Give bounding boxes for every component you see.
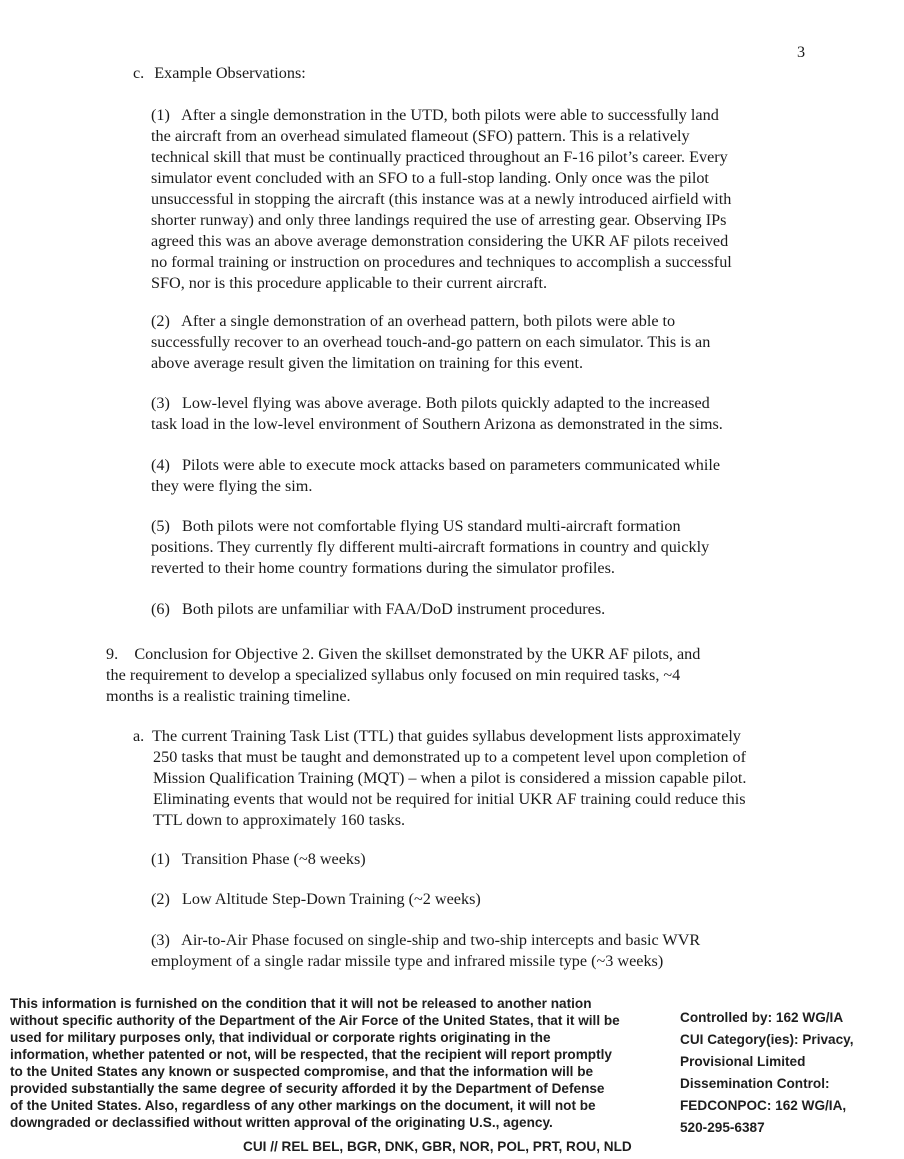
controlled-by: Controlled by: 162 WG/IA xyxy=(680,1010,844,1025)
phase-2: (2) Low Altitude Step-Down Training (~2 weeks) xyxy=(151,890,481,908)
observation-6: (6) Both pilots are unfamiliar with FAA/DoD instrument procedures. xyxy=(151,600,606,618)
observation-4: (4) Pilots were able to execute mock attacks based on parameters communicated while they were flying the sim. xyxy=(151,456,721,495)
phase-1: (1) Transition Phase (~8 weeks) xyxy=(151,850,366,868)
phase-marker: (3) xyxy=(151,931,170,949)
section-9-marker: 9. xyxy=(106,645,119,663)
cui-category: CUI Category(ies): Privacy, xyxy=(680,1032,854,1047)
page-number: 3 xyxy=(797,43,806,61)
cui-release-marking: CUI // REL BEL, BGR, DNK, GBR, NOR, POL, PRT, ROU, NLD xyxy=(243,1139,632,1154)
observation-2: (2) After a single demonstration of an overhead pattern, both pilots were able to successfully recover to an overhead touch-and-go pattern on each simulator. This is an above average result given the limitation on training for this event. xyxy=(151,312,711,372)
section-9a-ttl: a. The current Training Task List (TTL) that guides syllabus development lists approximately 250 tasks that must be taught and demonstrated up to a competent level upon completion of Mission Qualification Training (MQT) – when a pilot is considered a mission capable pilot. Eliminating events that would not be required for initial UKR AF training could reduce this TTL down to approximately 160 tasks. xyxy=(133,727,747,829)
phase-marker: (1) xyxy=(151,850,170,868)
phase-marker: (2) xyxy=(151,890,170,908)
observation-marker: (5) xyxy=(151,517,170,535)
section-c-heading xyxy=(133,63,306,84)
section-c-marker: c. xyxy=(133,64,145,82)
observation-marker: (2) xyxy=(151,312,170,330)
section-c-title: Example Observations: xyxy=(154,64,306,82)
observation-marker: (1) xyxy=(151,106,170,124)
observation-marker: (6) xyxy=(151,600,170,618)
poc-phone: 520-295-6387 xyxy=(680,1120,765,1135)
observation-marker: (4) xyxy=(151,456,170,474)
section-9a-marker: a. xyxy=(133,727,145,745)
cui-control-block: Controlled by: 162 WG/IA CUI Category(ies): Privacy, Provisional Limited Dissemination Control: FEDCONPOC: 162 WG/IA, 520-295-6387 xyxy=(680,1007,854,1139)
observation-5: (5) Both pilots were not comfortable flying US standard multi-aircraft formation positions. They currently fly different multi-aircraft formations in country and quickly reverted to their home country formations during the simulator profiles. xyxy=(151,517,710,577)
dissemination-control: Dissemination Control: xyxy=(680,1076,830,1091)
section-9-conclusion: 9. Conclusion for Objective 2. Given the skillset demonstrated by the UKR AF pilots, and the requirement to develop a specialized syllabus only focused on min required tasks, ~4 months is a realistic training timeline. xyxy=(106,645,701,705)
release-disclaimer: This information is furnished on the condition that it will not be released to another nation without specific authority of the Department of the Air Force of the United States, that it will be used for military purposes only, that individual or corporate rights originating in the information, whether patented or not, will be respected, that the recipient will report promptly to the United States any known or suspected compromise, and that the information will be provided substantially the same degree of security afforded it by the Department of Defense of the United States. Also, regardless of any other markings on the document, it will not be downgraded or declassified without written approval of the originating U.S., agency. xyxy=(10,996,620,1130)
observation-marker: (3) xyxy=(151,394,170,412)
observation-1: (1) After a single demonstration in the UTD, both pilots were able to successfully land the aircraft from an overhead simulated flameout (SFO) pattern. This is a relatively technical skill that must be continually practiced throughout an F-16 pilot’s career. Every simulator event concluded with an SFO to a full-stop landing. Only once was the pilot unsuccessful in stopping the aircraft (this instance was at a newly introduced airfield with shorter runway) and only three landings required the use of arresting gear. Observing IPs agreed this was an above average demonstration considering the UKR AF pilots received no formal training or instruction on procedures and techniques to accomplish a successful SFO, nor is this procedure applicable to their current aircraft. xyxy=(151,106,732,292)
fedconpoc: FEDCONPOC: 162 WG/IA, xyxy=(680,1098,847,1113)
phase-3: (3) Air-to-Air Phase focused on single-ship and two-ship intercepts and basic WVR employment of a single radar missile type and infrared missile type (~3 weeks) xyxy=(151,931,701,970)
observation-3: (3) Low-level flying was above average. Both pilots quickly adapted to the increased task load in the low-level environment of Southern Arizona as demonstrated in the sims. xyxy=(151,394,723,433)
